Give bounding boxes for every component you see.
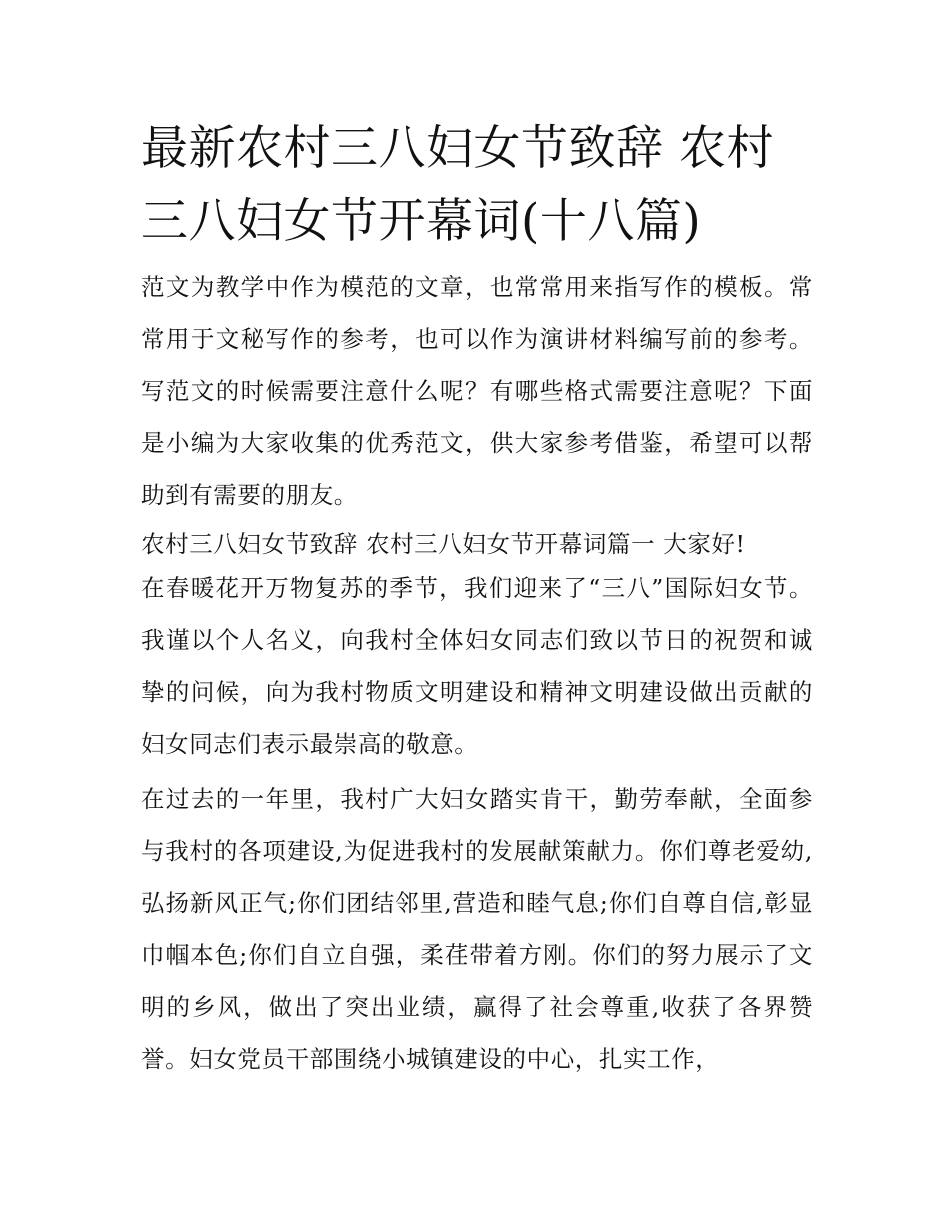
document-body [141, 112, 813, 1085]
intro-paragraph: 范文为教学中作为模范的文章，也常常用来指写作的模板。常常用于文秘写作的参考，也可以作为演讲材料编写前的参考。写范文的时候需要注意什么呢？有哪些格式需要注意呢？下面是小编为大家收集的优秀范文，供大家参考借鉴，希望可以帮助到有需要的朋友。 [141, 273, 813, 509]
body-paragraph-1: 在春暖花开万物复苏的季节，我们迎来了“三八”国际妇女节。我谨以个人名义，向我村全体妇女同志们致以节日的祝贺和诚挚的问候，向为我村物质文明建设和精神文明建设做出贡献的妇女同志们表示最崇高的敬意。 [141, 574, 813, 758]
document-title: 最新农村三八妇女节致辞 农村三八妇女节开幕词(十八篇) [141, 121, 774, 249]
section-heading: 农村三八妇女节致辞 农村三八妇女节开幕词篇一 大家好! [141, 530, 746, 558]
body-paragraph-2: 在过去的一年里，我村广大妇女踏实肯干，勤劳奉献，全面参与我村的各项建设,为促进我村的发展献策献力。你们尊老爱幼,弘扬新风正气;你们团结邻里,营造和睦气息;你们自尊自信,彰显巾帼本色;你们自立自强，柔荏带着方刚。你们的努力展示了文明的乡风，做出了突出业绩，赢得了社会尊重,收获了各界赞誉。妇女党员干部围绕小城镇建设的中心，扎实工作， [141, 785, 813, 1073]
